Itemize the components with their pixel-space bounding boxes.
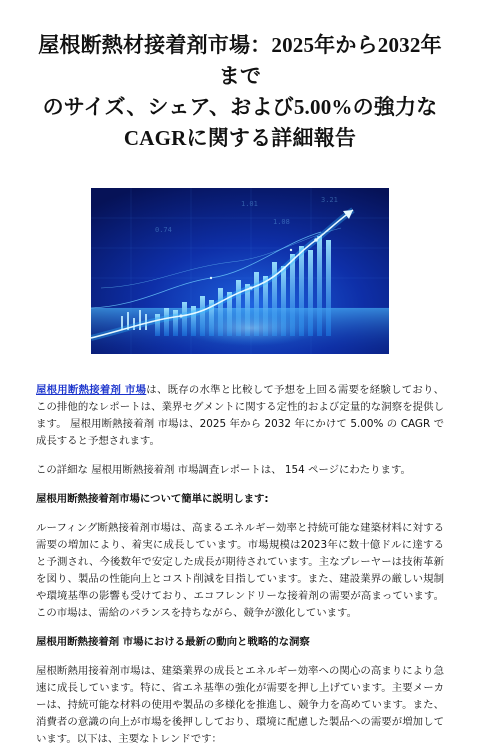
pages-sentence: この詳細な 屋根用断熱接着剤 市場調査レポートは、 154 ページにわたります。 <box>36 464 411 476</box>
financial-growth-chart-image <box>91 188 389 354</box>
title-line-2: のサイズ、シェア、および5.00%の強力な <box>42 95 438 119</box>
title-line-3: CAGRに関する詳細報告 <box>123 126 357 150</box>
section1-body: ルーフィング断熱接着剤市場は、高まるエネルギー効率と持続可能な建築材料に対する需要の増加により、着実に成長しています。市場規模は2023年に数十億ドルに達すると予測され、今後数年で安定した成長が期待されています。主なプレーヤーは技術革新を図り、製品の性能向上とコスト削減を目指しています。また、建設業界の厳しい規制や環境基準の影響も受けており、エコフレンドリーな接着剤の需要が高まっています。この市場は、需給のバランスを持ちながら、競争が激化しています。 <box>36 522 444 619</box>
intro-text: は、既存の水準と比較して予想を上回る需要を経験しており、この排他的なレポートは、業界セグメントに関する定性的および定量的な洞察を提供します。 屋根用断熱接着剤 市場は、2025 年から 2032 年にかけて 5.00% の CAGR で成長すると予想されます。 <box>36 384 445 447</box>
market-link[interactable]: 屋根用断熱接着剤 市場 <box>36 384 147 396</box>
svg-text:1.01: 1.01 <box>241 200 258 208</box>
document-page <box>0 30 480 745</box>
document-title <box>36 30 444 154</box>
section1-heading: 屋根用断熱接着剤市場について簡単に説明します: <box>36 493 269 505</box>
svg-text:3.21: 3.21 <box>321 196 338 204</box>
intro-paragraph <box>36 382 444 450</box>
svg-text:1.08: 1.08 <box>273 218 290 226</box>
section2-body: 屋根断熱用接着剤市場は、建築業界の成長とエネルギー効率への関心の高まりにより急速に成長しています。特に、省エネ基準の強化が需要を押し上げています。主要メーカーは、持続可能な材料の使用や製品の多様化を推進し、競争力を高めています。また、消費者の意識の向上が市場を後押ししており、環境に配慮した製品への需要が増加しています。以下は、主要なトレンドです： <box>36 665 444 745</box>
section2-heading: 屋根用断熱接着剤 市場における最新の動向と戦略的な洞察 <box>36 636 310 648</box>
svg-text:0.74: 0.74 <box>155 226 172 234</box>
title-line-1: 屋根断熱材接着剤市場：2025年から2032年まで <box>38 33 442 88</box>
